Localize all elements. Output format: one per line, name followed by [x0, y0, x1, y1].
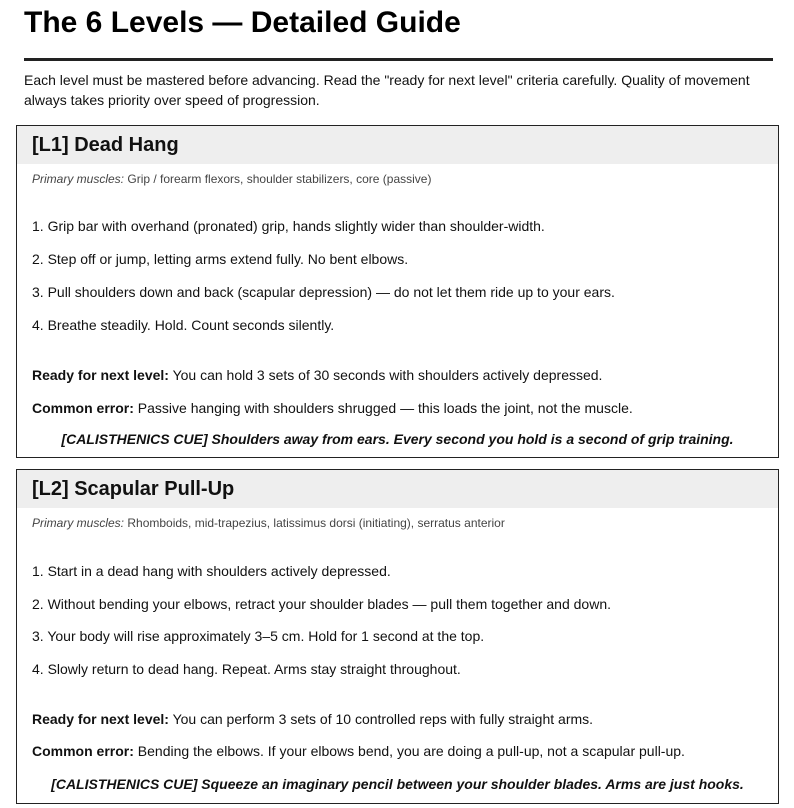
step-item: 1. Start in a dead hang with shoulders actively depressed.	[32, 563, 391, 579]
error-label: Common error:	[32, 743, 134, 759]
primary-muscles	[32, 516, 505, 530]
step-item: 2. Step off or jump, letting arms extend fully. No bent elbows.	[32, 251, 409, 267]
step-item: 3. Pull shoulders down and back (scapular depression) — do not let them ride up to your ears.	[32, 284, 615, 300]
ready-text: You can hold 3 sets of 30 seconds with shoulders actively depressed.	[172, 367, 603, 383]
primary-muscles-value: Grip / forearm flexors, shoulder stabilizers, core (passive)	[127, 172, 432, 186]
level-card-1	[16, 125, 779, 458]
ready-label: Ready for next level:	[32, 711, 169, 727]
level-card-2	[16, 469, 779, 804]
ready-label: Ready for next level:	[32, 367, 169, 383]
step-item: 1. Grip bar with overhand (pronated) grip, hands slightly wider than shoulder-width.	[32, 218, 545, 234]
step-item: 3. Your body will rise approximately 3–5 cm. Hold for 1 second at the top.	[32, 628, 485, 644]
page-title: The 6 Levels — Detailed Guide	[24, 6, 461, 39]
level-card-header	[17, 126, 778, 164]
common-error	[32, 743, 685, 759]
primary-muscles	[32, 172, 431, 186]
error-text: Passive hanging with shoulders shrugged — this loads the joint, not the muscle.	[137, 400, 633, 416]
error-text: Bending the elbows. If your elbows bend, you are doing a pull-up, not a scapular pull-up.	[137, 743, 685, 759]
level-card-header	[17, 470, 778, 508]
level-title: [L1] Dead Hang	[32, 134, 179, 156]
ready-criteria	[32, 367, 602, 383]
calisthenics-cue: [CALISTHENICS CUE] Squeeze an imaginary pencil between your shoulder blades. Arms are just hooks.	[51, 776, 744, 792]
calisthenics-cue: [CALISTHENICS CUE] Shoulders away from ears. Every second you hold is a second of grip training.	[61, 431, 734, 447]
intro-paragraph: Each level must be mastered before advancing. Read the "ready for next level" criteria carefully. Quality of movement always takes priority over speed of progression.	[24, 72, 750, 108]
primary-muscles-value: Rhomboids, mid-trapezius, latissimus dorsi (initiating), serratus anterior	[127, 516, 505, 530]
step-item: 2. Without bending your elbows, retract your shoulder blades — pull them together and down.	[32, 596, 611, 612]
title-divider	[24, 58, 773, 61]
common-error	[32, 400, 633, 416]
step-item: 4. Slowly return to dead hang. Repeat. Arms stay straight throughout.	[32, 661, 461, 677]
primary-muscles-label: Primary muscles:	[32, 516, 125, 530]
primary-muscles-label: Primary muscles:	[32, 172, 125, 186]
ready-text: You can perform 3 sets of 10 controlled reps with fully straight arms.	[172, 711, 594, 727]
level-title: [L2] Scapular Pull-Up	[32, 478, 235, 500]
step-item: 4. Breathe steadily. Hold. Count seconds silently.	[32, 317, 335, 333]
ready-criteria	[32, 711, 593, 727]
error-label: Common error:	[32, 400, 134, 416]
